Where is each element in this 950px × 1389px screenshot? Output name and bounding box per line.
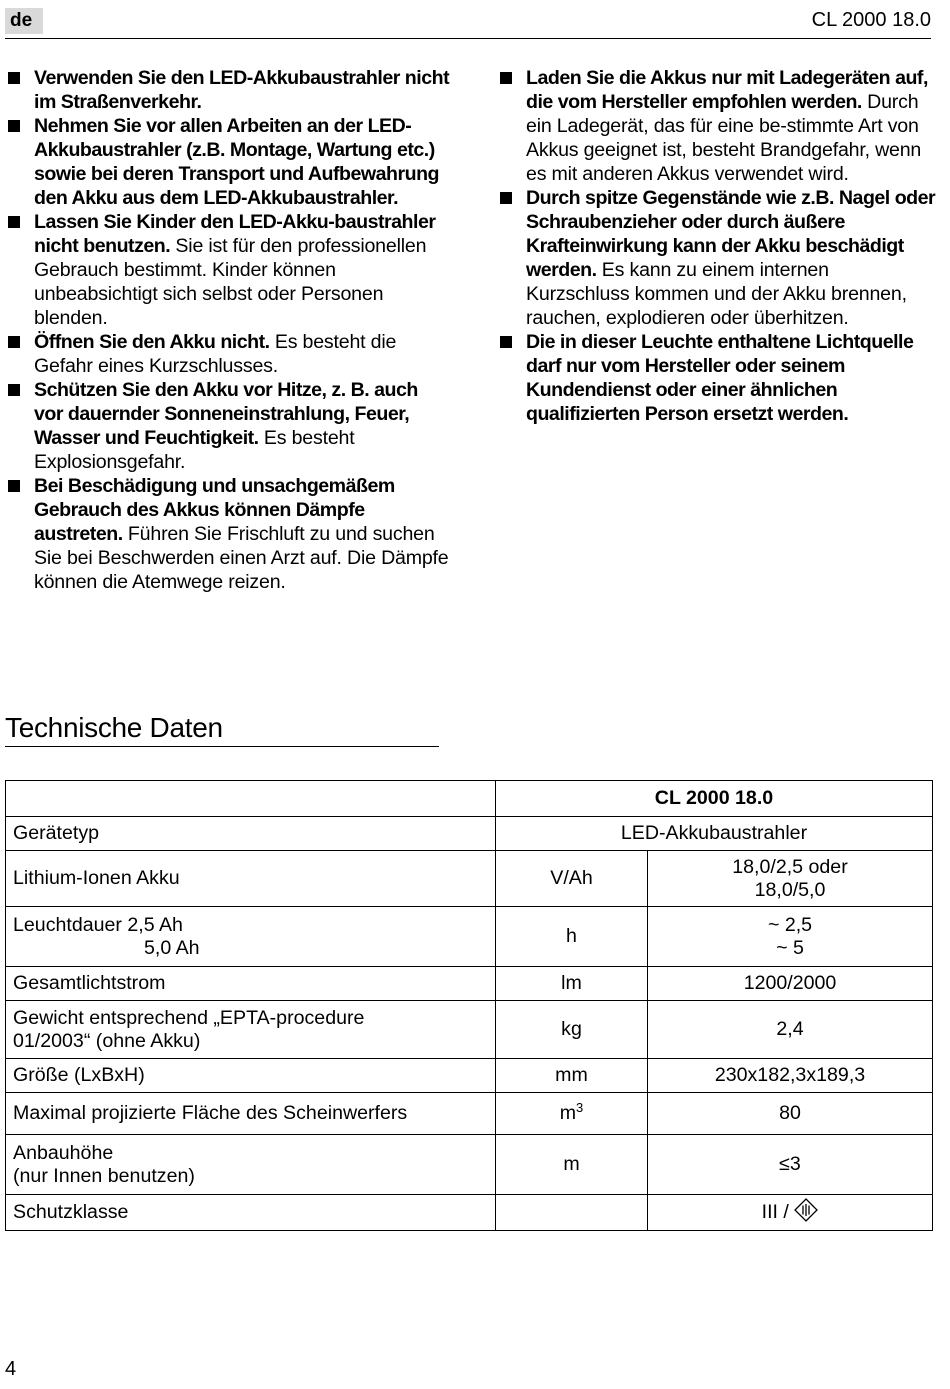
safety-item: Verwenden Sie den LED-Akkubaustrahler nicht im Straßenverkehr. xyxy=(5,66,450,114)
row-unit: V/Ah xyxy=(496,851,648,907)
row-unit: lm xyxy=(496,967,648,1001)
row-value: 1200/2000 xyxy=(648,967,933,1001)
table-row xyxy=(6,967,933,1001)
row-label: Gesamtlichtstrom xyxy=(6,967,496,1001)
table-row xyxy=(6,1059,933,1093)
row-label: Schutzklasse xyxy=(6,1195,496,1231)
row-label: Lithium-Ionen Akku xyxy=(6,851,496,907)
table-row xyxy=(6,781,933,817)
safety-item: Die in dieser Leuchte enthaltene Lichtquelle darf nur vom Hersteller oder seinem Kundendienst oder einer ähnlichen qualifizierten Person ersetzt werden. xyxy=(497,330,937,426)
table-row xyxy=(6,1195,933,1231)
row-value: ~ 2,5 ~ 5 xyxy=(648,907,933,967)
safety-item: Schützen Sie den Akku vor Hitze, z. B. auch vor dauernder Sonneneinstrahlung, Feuer, Wasser und Feuchtigkeit. Es besteht Explosionsgefahr. xyxy=(5,378,450,474)
page-header xyxy=(5,6,931,39)
section-title: Technische Daten xyxy=(5,712,439,747)
header-model: CL 2000 18.0 xyxy=(811,9,931,31)
row-value: III / xyxy=(648,1195,933,1231)
page-number: 4 xyxy=(5,1358,17,1380)
table-row xyxy=(6,1135,933,1195)
protection-class-iii-icon xyxy=(794,1198,818,1228)
language-badge: de xyxy=(5,8,43,34)
safety-item: Lassen Sie Kinder den LED-Akku-baustrahler nicht benutzen. Sie ist für den professionellen Gebrauch bestimmt. Kinder können unbeabsichtigt sich selbst oder Personen blenden. xyxy=(5,210,450,330)
row-unit: kg xyxy=(496,1001,648,1059)
row-value: 2,4 xyxy=(648,1001,933,1059)
row-label: Anbauhöhe (nur Innen benutzen) xyxy=(6,1135,496,1195)
row-value: ≤3 xyxy=(648,1135,933,1195)
safety-item: Durch spitze Gegenstände wie z.B. Nagel oder Schraubenzieher oder durch äußere Krafteinwirkung kann der Akku beschädigt werden. Es kann zu einem internen Kurzschluss kommen und der Akku brennen, rauchen, explodieren oder überhitzen. xyxy=(497,186,937,330)
table-row xyxy=(6,817,933,851)
row-unit: h xyxy=(496,907,648,967)
row-unit: mm xyxy=(496,1059,648,1093)
row-value: 80 xyxy=(648,1093,933,1135)
row-unit: $m^3$ xyxy=(496,1093,648,1135)
table-row xyxy=(6,1093,933,1135)
row-label: Größe (LxBxH) xyxy=(6,1059,496,1093)
technical-data-table xyxy=(5,780,933,1231)
safety-item: Bei Beschädigung und unsachgemäßem Gebrauch des Akkus können Dämpfe austreten. Führen Sie Frischluft zu und suchen Sie bei Beschwerden einen Arzt auf. Die Dämpfe können die Atemwege reizen. xyxy=(5,474,450,594)
row-label: Gerätetyp xyxy=(6,817,496,851)
row-value: 230x182,3x189,3 xyxy=(648,1059,933,1093)
model-header: CL 2000 18.0 xyxy=(496,781,933,817)
safety-column-left xyxy=(5,66,450,594)
row-value: LED-Akkubaustrahler xyxy=(496,817,933,851)
table-row xyxy=(6,851,933,907)
table-row xyxy=(6,907,933,967)
row-value: 18,0/2,5 oder 18,0/5,0 xyxy=(648,851,933,907)
row-label: Leuchtdauer 2,5 Ah 5,0 Ah xyxy=(6,907,496,967)
table-row xyxy=(6,1001,933,1059)
safety-item: Laden Sie die Akkus nur mit Ladegeräten auf, die vom Hersteller empfohlen werden. Durch ein Ladegerät, das für eine be-stimmte Art von Akkus geeignet ist, besteht Brandgefahr, wenn es mit anderen Akkus verwendet wird. xyxy=(497,66,937,186)
safety-item: Nehmen Sie vor allen Arbeiten an der LED-Akkubaustrahler (z.B. Montage, Wartung etc.) sowie bei deren Transport und Aufbewahrung den Akku aus dem LED-Akkubaustrahler. xyxy=(5,114,450,210)
row-label: Gewicht entsprechend „EPTA-procedure 01/2003“ (ohne Akku) xyxy=(6,1001,496,1059)
safety-item: Öffnen Sie den Akku nicht. Es besteht die Gefahr eines Kurzschlusses. xyxy=(5,330,450,378)
row-unit: m xyxy=(496,1135,648,1195)
safety-column-right xyxy=(497,66,937,426)
row-label: Maximal projizierte Fläche des Scheinwerfers xyxy=(6,1093,496,1135)
